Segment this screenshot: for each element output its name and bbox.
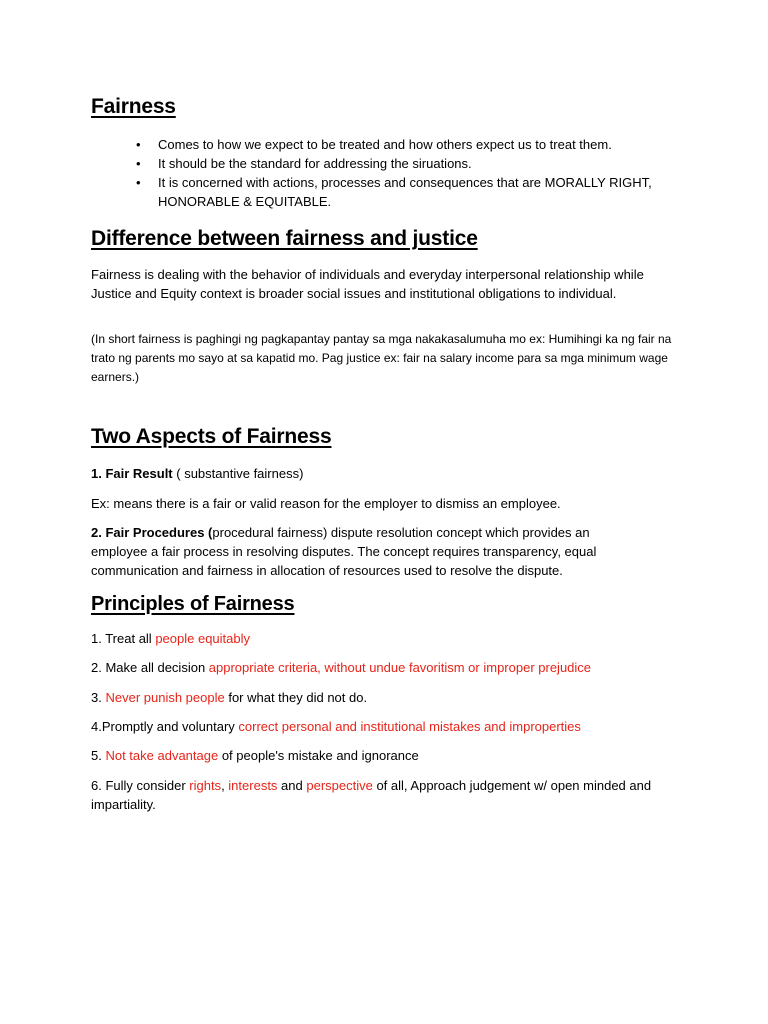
- difference-paragraph: Fairness is dealing with the behavior of individuals and everyday interpersonal relationship while Justice and Equity context is broader social issues and institutional obligations to individual.: [91, 267, 644, 301]
- list-item: • Comes to how we expect to be treated and how others expect us to treat them.: [136, 137, 612, 152]
- difference-note: (In short fairness is paghingi ng pagkapantay pantay sa mga nakakasalumuha mo ex: Humihingi ka ng fair na trato ng parents mo sayo at sa kapatid mo. Pag justice ex: fair na salary income para sa mga minimum wage earners.): [91, 332, 672, 384]
- aspect-2: 2. Fair Procedures (procedural fairness) dispute resolution concept which provides an employee a fair process in resolving disputes. The concept requires transparency, equal communication and fairness in allocation of resources used to resolve the dispute.: [91, 525, 597, 578]
- bullet-icon: •: [136, 175, 141, 190]
- bullet-icon: •: [136, 137, 141, 152]
- principle-4: 4.Promptly and voluntary correct personal and institutional mistakes and improperties: [91, 719, 581, 734]
- aspect-1: 1. Fair Result ( substantive fairness): [91, 466, 304, 481]
- principle-5: 5. Not take advantage of people's mistake and ignorance: [91, 748, 419, 763]
- list-item: • It should be the standard for addressing the siruations.: [136, 156, 472, 171]
- principle-3: 3. Never punish people for what they did not do.: [91, 690, 368, 705]
- difference-heading: Difference between fairness and justice: [91, 227, 478, 250]
- principle-6: 6. Fully consider rights, interests and perspective of all, Approach judgement w/ open minded and impartiality.: [91, 778, 652, 812]
- two-aspects-heading: Two Aspects of Fairness: [91, 425, 332, 448]
- fairness-heading: Fairness: [91, 95, 176, 118]
- principle-1: 1. Treat all people equitably: [91, 631, 251, 646]
- principle-2: 2. Make all decision appropriate criteria, without undue favoritism or improper prejudice: [91, 660, 592, 675]
- principles-heading: Principles of Fairness: [91, 593, 295, 615]
- fairness-bullet-list: [136, 135, 696, 211]
- list-item: • It is concerned with actions, processes and consequences that are MORALLY RIGHT, HONORABLE & EQUITABLE.: [136, 175, 652, 209]
- aspect-1-example: Ex: means there is a fair or valid reason for the employer to dismiss an employee.: [91, 496, 561, 511]
- bullet-icon: •: [136, 156, 141, 171]
